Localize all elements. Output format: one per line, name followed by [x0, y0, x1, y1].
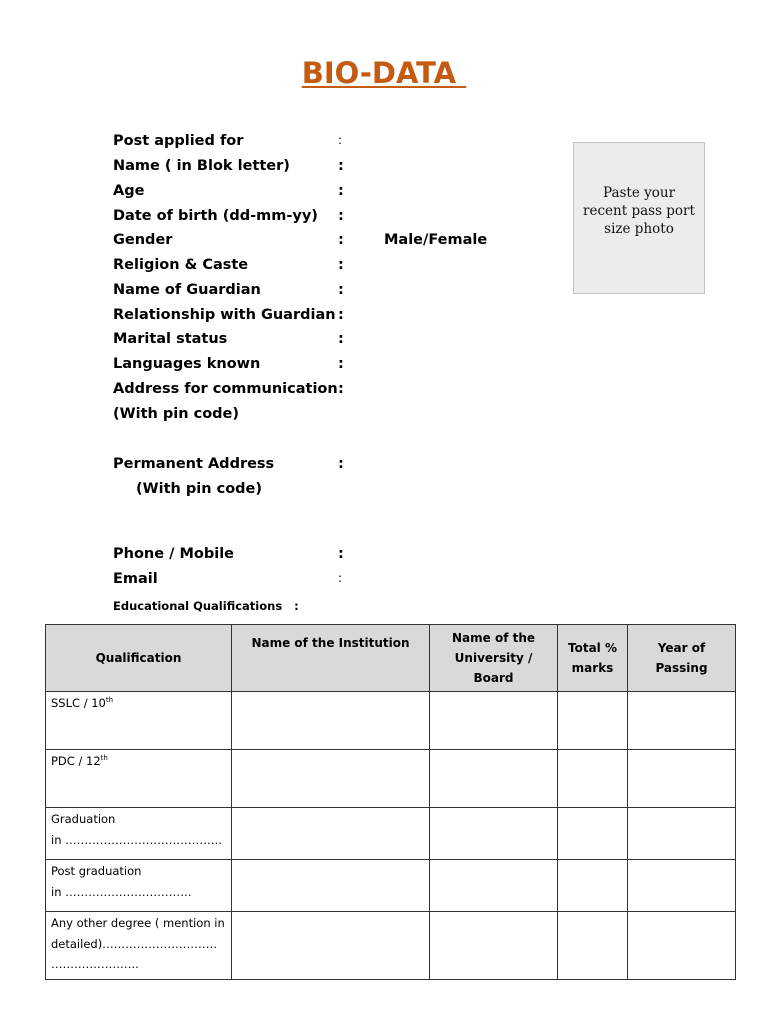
field-colon: :	[338, 158, 344, 174]
qualification-detail-cont: …………………..	[51, 957, 139, 971]
institution-cell[interactable]	[232, 808, 430, 860]
qualification-detail: in ……………………………	[51, 884, 192, 899]
qualification-cell	[46, 750, 232, 808]
field-colon: :	[338, 307, 344, 323]
university-cell[interactable]	[430, 808, 558, 860]
field-label: Permanent Address	[113, 456, 275, 472]
institution-cell[interactable]	[232, 750, 430, 808]
field-colon: :	[338, 571, 343, 585]
field-label: Post applied for	[113, 133, 244, 149]
year-cell[interactable]	[628, 692, 736, 750]
field-colon: :	[338, 257, 344, 273]
field-label: (With pin code)	[136, 481, 263, 497]
qualification-detail: detailed)…………………………	[51, 936, 218, 951]
marks-cell[interactable]	[558, 912, 628, 980]
year-cell[interactable]	[628, 808, 736, 860]
header-marks: Total % marks	[558, 625, 628, 692]
table-header-row	[46, 625, 736, 692]
qualification-cell	[46, 808, 232, 860]
table-row	[46, 912, 736, 980]
marks-cell[interactable]	[558, 860, 628, 912]
header-qualification: Qualification	[46, 625, 232, 692]
year-cell[interactable]	[628, 750, 736, 808]
table-row	[46, 692, 736, 750]
field-label: Gender	[113, 232, 173, 248]
table-row	[46, 808, 736, 860]
education-heading: Educational Qualifications :	[113, 599, 299, 613]
qualification-sup: th	[105, 696, 114, 705]
field-colon: :	[338, 456, 344, 472]
university-cell[interactable]	[430, 692, 558, 750]
field-label: Age	[113, 183, 145, 199]
university-cell[interactable]	[430, 860, 558, 912]
university-cell[interactable]	[430, 912, 558, 980]
qualification-name: SSLC / 10	[51, 696, 106, 710]
field-colon: :	[338, 208, 344, 224]
university-cell[interactable]	[430, 750, 558, 808]
qualification-name: PDC / 12	[51, 754, 101, 768]
field-colon: :	[338, 381, 344, 397]
field-label: Name of Guardian	[113, 282, 261, 298]
qualification-cell	[46, 912, 232, 980]
institution-cell[interactable]	[232, 912, 430, 980]
header-institution: Name of the Institution	[232, 625, 430, 692]
qualification-name: Any other degree ( mention in	[51, 916, 225, 930]
field-colon: :	[338, 183, 344, 199]
institution-cell[interactable]	[232, 860, 430, 912]
marks-cell[interactable]	[558, 692, 628, 750]
field-label: Relationship with Guardian	[113, 307, 336, 323]
field-label: (With pin code)	[113, 406, 240, 422]
field-colon: :	[338, 356, 344, 372]
field-label: Phone / Mobile	[113, 546, 235, 562]
page-title: BIO-DATA	[301, 56, 467, 90]
field-label: Date of birth (dd-mm-yy)	[113, 208, 318, 224]
photo-instruction: Paste your recent pass port size photo	[583, 185, 695, 237]
field-colon: :	[338, 331, 344, 347]
table-row	[46, 750, 736, 808]
header-year: Year of Passing	[628, 625, 736, 692]
field-colon: :	[338, 546, 344, 562]
qualification-detail: in …………………………………..	[51, 832, 222, 847]
institution-cell[interactable]	[232, 692, 430, 750]
field-label: Languages known	[113, 356, 261, 372]
qualification-name: Post graduation	[51, 864, 142, 878]
field-colon: :	[338, 232, 344, 248]
table-row	[46, 860, 736, 912]
field-label: Email	[113, 571, 158, 587]
year-cell[interactable]	[628, 912, 736, 980]
year-cell[interactable]	[628, 860, 736, 912]
field-label: Religion & Caste	[113, 257, 249, 273]
qualification-sup: th	[100, 754, 108, 763]
header-university: Name of the University / Board	[430, 625, 558, 692]
marks-cell[interactable]	[558, 750, 628, 808]
qualification-cell	[46, 692, 232, 750]
field-label: Address for communication	[113, 381, 338, 397]
field-label: Name ( in Blok letter)	[113, 158, 290, 174]
field-label: Marital status	[113, 331, 228, 347]
marks-cell[interactable]	[558, 808, 628, 860]
education-table	[45, 624, 736, 980]
gender-options: Male/Female	[384, 232, 488, 248]
photo-placeholder[interactable]	[573, 142, 705, 294]
field-colon: :	[338, 133, 343, 147]
qualification-name: Graduation	[51, 812, 116, 826]
qualification-cell	[46, 860, 232, 912]
field-colon: :	[338, 282, 344, 298]
